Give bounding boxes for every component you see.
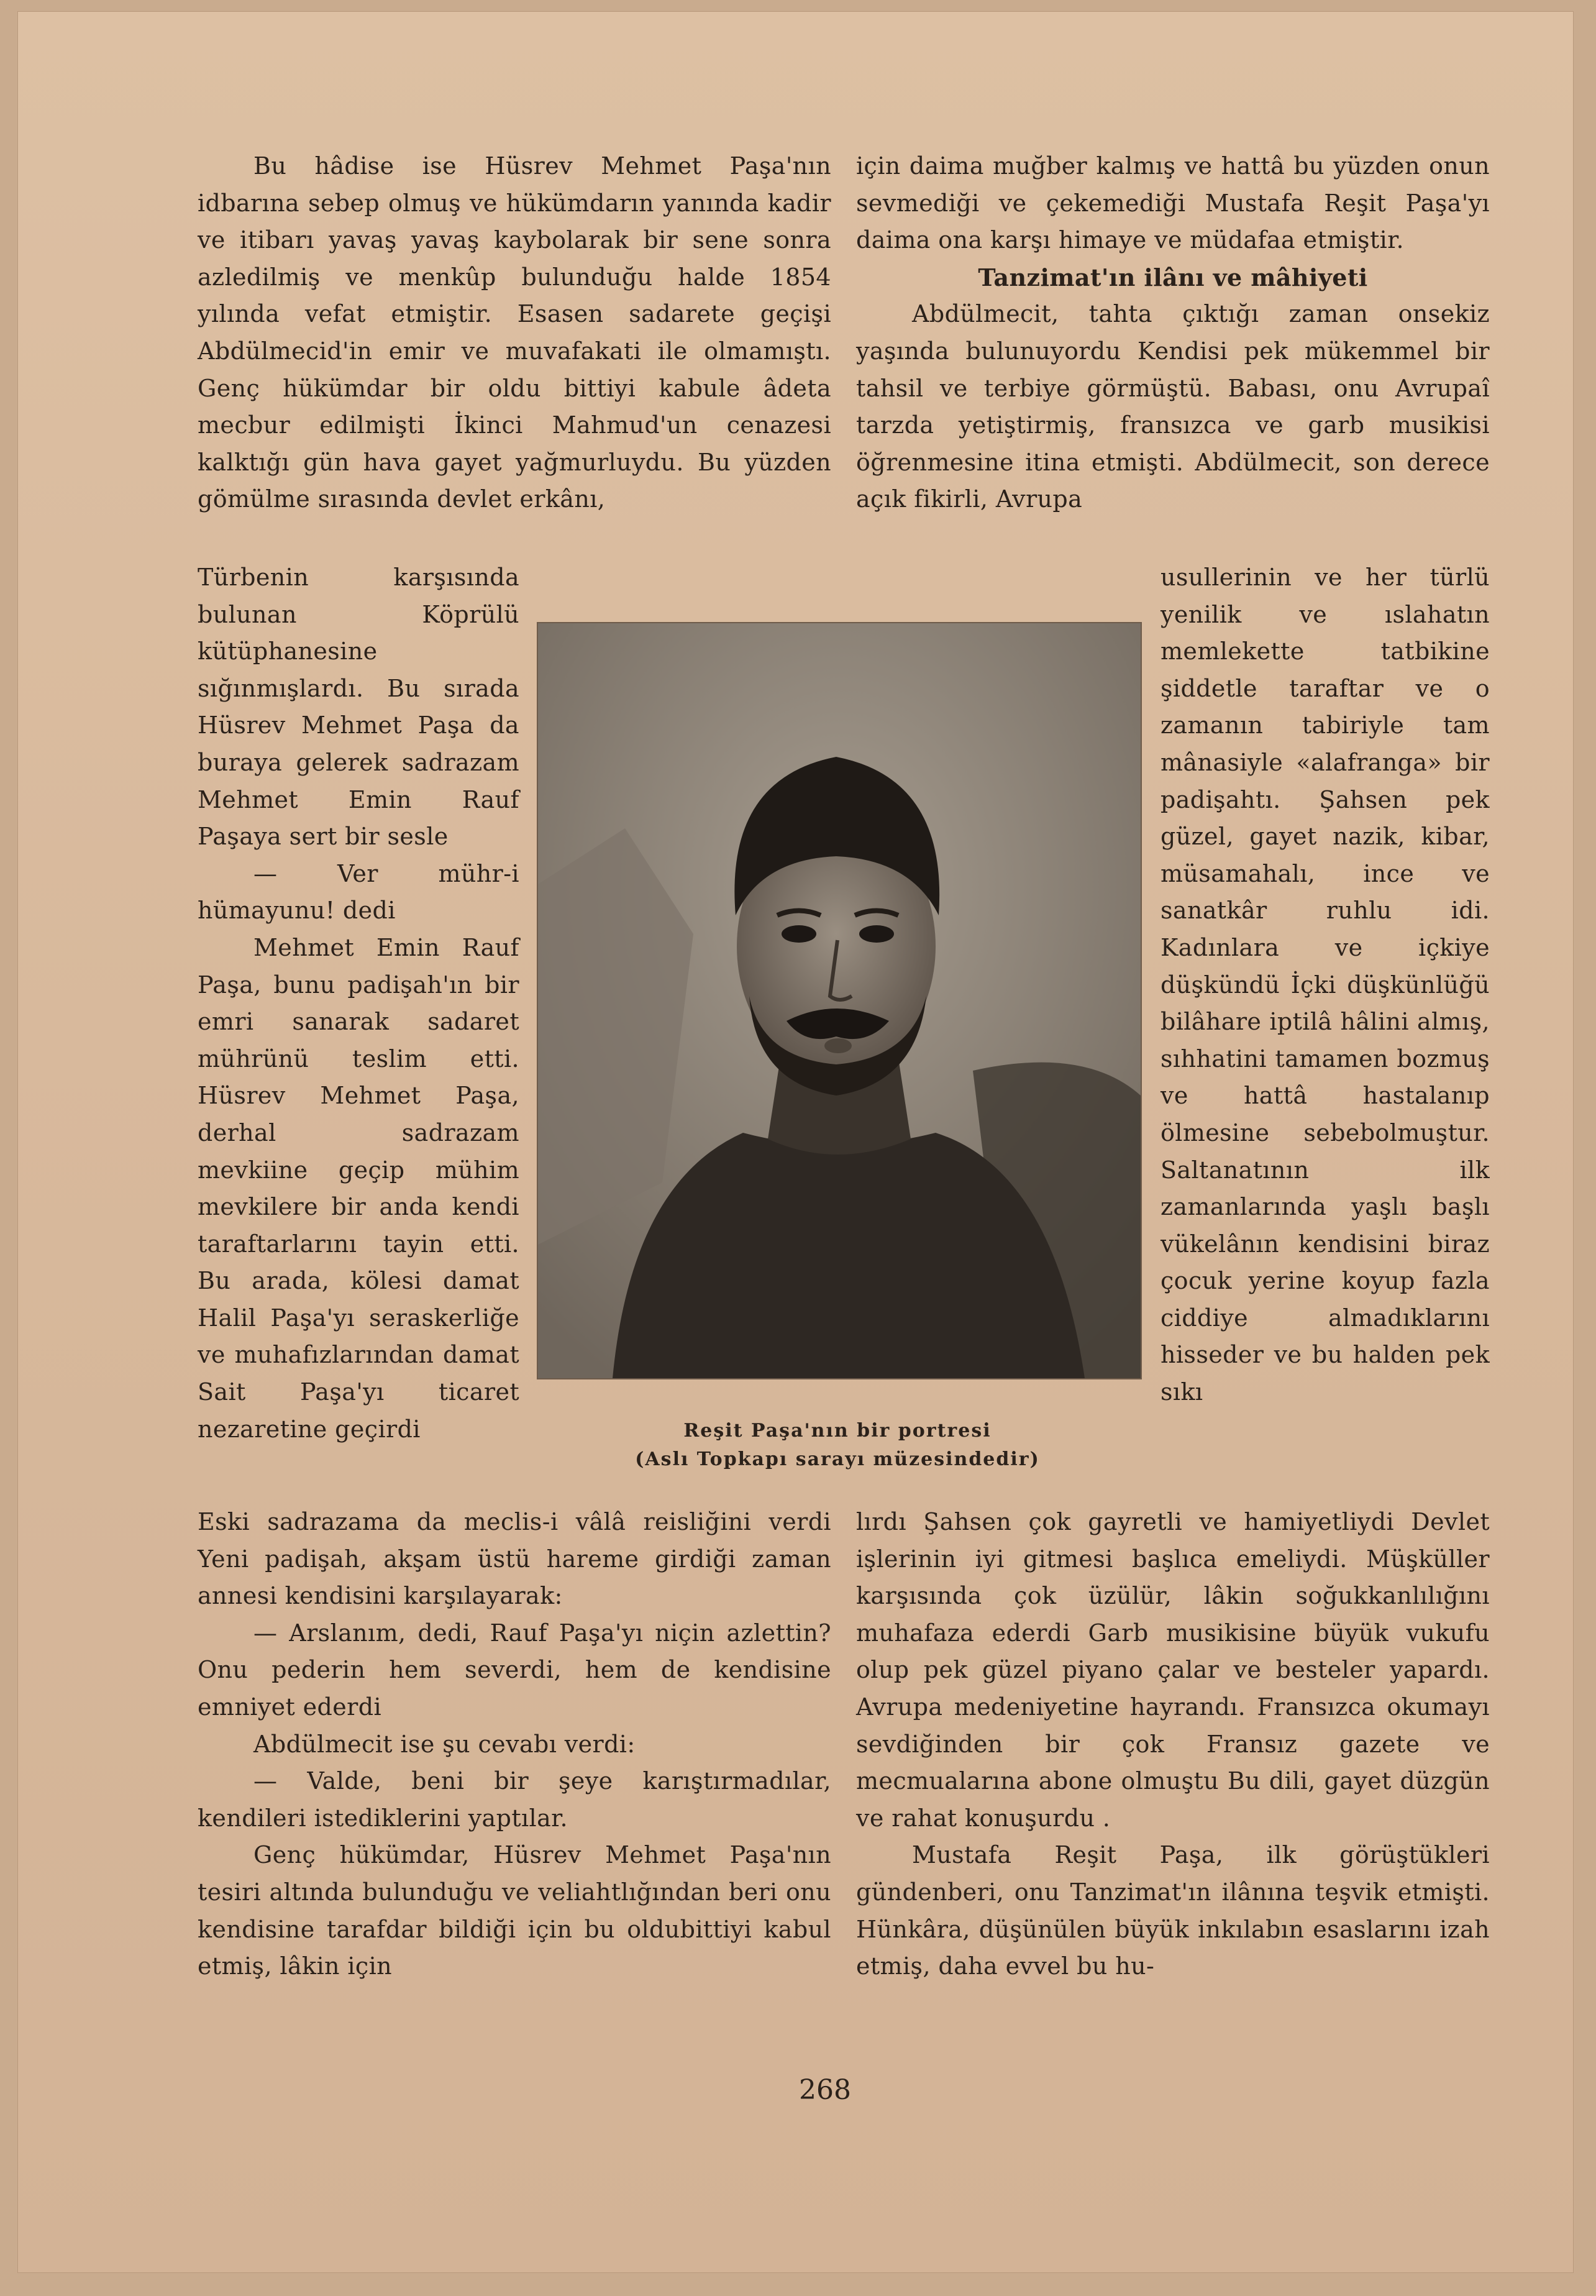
right-column-top	[856, 148, 1490, 558]
caption-line-1: Reşit Paşa'nın bir portresi	[683, 1420, 992, 1442]
right-column-narrow	[1161, 559, 1490, 1504]
paragraph: lırdı Şahsen çok gayretli ve hamiyetliydi Devlet işlerinin iyi gitmesi başlıca emeliydi. Müşküller karşısında çok üzülür, lâkin soğukkanlılığını muhafaza ederdi Garb musikisine büyük vukufu olup pek güzel piyano çalar ve besteler yapardı. Avrupa medeniyetine hayrandı. Fransızca okumayı sevdiğinden bir çok Fransız gazete ve mecmualarına abone olmuştu Bu dili, gayet düzgün ve rahat konuşurdu .	[856, 1508, 1490, 1832]
paragraph: Abdülmecit, tahta çıktığı zaman onsekiz yaşında bulunuyordu Kendisi pek mükemmel bir tahsil ve terbiye görmüştü. Babası, onu Avrupaî tarzda yetiştirmiş, fransızca ve garb musikisi öğrenmesine itina etmişti. Abdülmecit, son derece açık fikirli, Avrupa	[856, 300, 1490, 513]
quote-line: — Arslanım, dedi, Rauf Paşa'yı niçin azlettin? Onu pederin hem severdi, hem de kendisine emniyet ederdi	[198, 1619, 831, 1721]
page-number: 268	[799, 2074, 851, 2106]
portrait-image	[537, 622, 1142, 1379]
left-column-narrow	[198, 559, 519, 1504]
document-page	[17, 11, 1574, 2273]
paragraph: Abdülmecit ise şu cevabı verdi:	[253, 1730, 636, 1758]
paragraph: Genç hükümdar, Hüsrev Mehmet Paşa'nın tesiri altında bulunduğu ve veliahtlığından beri onu kendisine tarafdar bildiği için bu oldubittiyi kabul etmiş, lâkin için	[198, 1841, 831, 1980]
paragraph: Mehmet Emin Rauf Paşa, bunu padişah'ın bir emri sanarak sadaret mührünü teslim etti. Hüsrev Mehmet Paşa, derhal sadrazam mevkiine geçip mühim mevkilere bir anda kendi taraftarlarını tayin etti. Bu arada, kölesi damat Halil Paşa'yı seraskerliğe ve muhafızlarından damat Sait Paşa'yı ticaret nezaretine geçirdi	[198, 933, 519, 1443]
portrait-caption	[577, 1417, 1098, 1474]
caption-line-2: (Aslı Topkapı sarayı müzesindedir)	[635, 1448, 1040, 1470]
left-column-top	[198, 148, 831, 552]
paragraph: usullerinin ve her türlü yenilik ve ıslahatın memlekette tatbikine şiddetle taraftar ve o zamanın tabiriyle tam mânasiyle «alafranga» bir padişahtı. Şahsen pek güzel, gayet nazik, kibar, müsamahalı, ince ve sanatkâr ruhlu idi. Kadınlara ve içkiye düşkündü İçki düşkünlüğü bilâhare iptilâ hâlini almış, sıhhatini tamamen bozmuş ve hattâ hastalanıp ölmesine sebebolmuştur. Saltanatının ilk zamanlarında yaşlı başlı vükelânın kendisini biraz çocuk yerine koyup fazla ciddiye almadıklarını hisseder ve bu halden pek sıkı	[1161, 564, 1490, 1406]
left-column-bottom	[198, 1504, 831, 2051]
paragraph: Bu hâdise ise Hüsrev Mehmet Paşa'nın idbarına sebep olmuş ve hükümdarın yanında kadir ve itibarı yavaş yavaş kaybolarak bir sene sonra azledilmiş ve menkûp bulunduğu halde 1854 yılında vefat etmiştir. Esasen sadarete geçişi Abdülmecid'in emir ve muvafakati ile olmamıştı. Genç hükümdar bir oldu bittiyi kabule âdeta mecbur edilmişti İkinci Mahmud'un cenazesi kalktığı gün hava gayet yağmurluydu. Bu yüzden gömülme sırasında devlet erkânı,	[198, 152, 831, 513]
paragraph: Mustafa Reşit Paşa, ilk görüştükleri gündenberi, onu Tanzimat'ın ilânına teşvik etmişti. Hünkâra, düşünülen büyük inkılabın esaslarını izah etmiş, daha evvel bu hu-	[856, 1841, 1490, 1980]
paragraph: için daima muğber kalmış ve hattâ bu yüzden onun sevmediği ve çekemediği Mustafa Reşit Paşa'yı daima ona karşı himaye ve müdafaa etmiştir.	[856, 152, 1490, 254]
quote-line: — Ver mühr-i hümayunu! dedi	[198, 859, 519, 925]
portrait-drawing	[538, 623, 1141, 1378]
section-heading: Tanzimat'ın ilânı ve mâhiyeti	[978, 263, 1368, 291]
right-column-bottom	[856, 1504, 1490, 2051]
quote-line: — Valde, beni bir şeye karıştırmadılar, kendileri istediklerini yaptılar.	[198, 1767, 831, 1832]
paragraph: Türbenin karşısında bulunan Köprülü kütüphanesine sığınmışlardı. Bu sırada Hüsrev Mehmet Paşa da buraya gelerek sadrazam Mehmet Emin Rauf Paşaya sert bir sesle	[198, 564, 519, 851]
paragraph: Eski sadrazama da meclis-i vâlâ reisliğini verdi Yeni padişah, akşam üstü hareme girdiği zaman annesi kendisini karşılayarak:	[198, 1508, 831, 1610]
